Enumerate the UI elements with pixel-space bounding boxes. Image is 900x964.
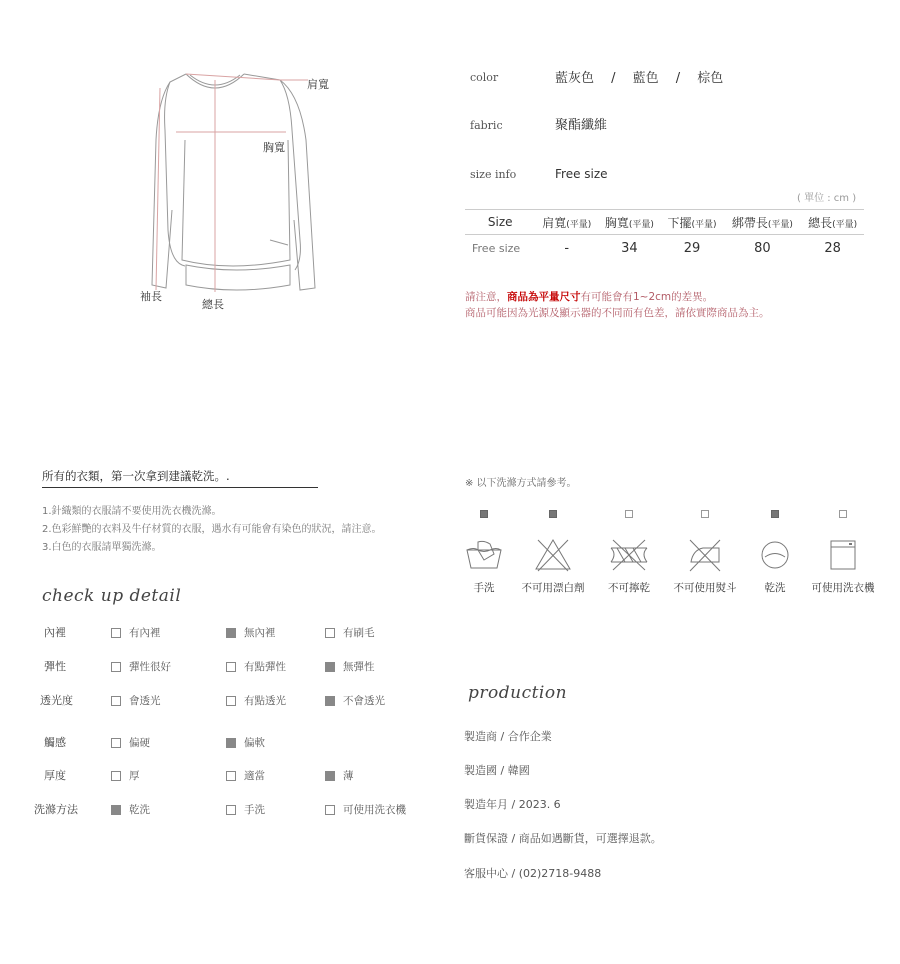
detail-option-label: 乾洗 <box>129 804 150 816</box>
unchecked-box-icon[interactable] <box>325 805 335 815</box>
production-title: production <box>468 683 568 703</box>
laundry-label: 手洗 <box>473 582 495 594</box>
unchecked-indicator-icon <box>839 510 847 518</box>
table-cell: 34 <box>621 240 638 256</box>
dry-clean-icon <box>755 538 795 572</box>
unchecked-indicator-icon <box>701 510 709 518</box>
table-cell: 80 <box>754 240 771 256</box>
detail-option[interactable] <box>226 659 286 674</box>
checked-indicator-icon <box>480 510 488 518</box>
detail-option[interactable] <box>111 625 161 640</box>
table-cell: - <box>564 240 570 256</box>
production-line: 製造國 / 韓國 <box>464 764 530 777</box>
detail-option-label: 偏軟 <box>244 737 265 749</box>
care-line: 2.色彩鮮艷的衣料及牛仔材質的衣服，遇水有可能會有染色的狀況，請注意。 <box>42 524 382 535</box>
detail-option-label: 不會透光 <box>343 695 385 707</box>
detail-option-label: 適當 <box>244 770 265 782</box>
check-up-detail-title: check up detail <box>42 586 182 606</box>
unchecked-box-icon[interactable] <box>111 738 121 748</box>
sleeve-length-label: 袖長 <box>140 290 162 303</box>
detail-option[interactable] <box>226 768 265 783</box>
detail-option[interactable] <box>226 735 265 750</box>
size-info-label: size info <box>470 168 517 181</box>
checked-box-icon[interactable] <box>325 771 335 781</box>
unchecked-box-icon[interactable] <box>325 628 335 638</box>
laundry-label: 不可使用熨斗 <box>673 582 737 594</box>
laundry-label: 乾洗 <box>764 582 786 594</box>
detail-option-label: 無內裡 <box>244 627 276 639</box>
table-cell: 28 <box>824 240 841 256</box>
production-line: 製造商 / 合作企業 <box>464 730 552 743</box>
unchecked-box-icon[interactable] <box>111 628 121 638</box>
size-table <box>465 209 864 261</box>
detail-row-label: 洗滌方法 <box>34 803 78 816</box>
detail-row-label: 彈性 <box>44 660 66 673</box>
no-wring-icon <box>609 538 649 572</box>
detail-option-label: 手洗 <box>244 804 265 816</box>
header-chest: 胸寬(平量) <box>598 210 661 235</box>
detail-option[interactable] <box>325 625 375 640</box>
table-cell: Free size <box>472 241 521 255</box>
detail-option[interactable] <box>226 625 276 640</box>
care-line: 1.針織類的衣服請不要使用洗衣機洗滌。 <box>42 506 222 517</box>
header-tie-length: 綁帶長(平量) <box>723 210 801 235</box>
production-line: 製造年月 / 2023. 6 <box>464 798 561 811</box>
laundry-label: 不可擰乾 <box>608 582 650 594</box>
detail-row-label: 厚度 <box>44 769 66 782</box>
long-sleeve-top-sketch <box>130 60 330 320</box>
header-shoulder: 肩寬(平量) <box>535 210 598 235</box>
chest-width-label: 胸寬 <box>263 141 285 154</box>
fabric-value: 聚酯纖維 <box>555 118 608 133</box>
detail-option-label: 無彈性 <box>343 661 375 673</box>
detail-row-label: 內裡 <box>44 626 66 639</box>
production-line: 客服中心 / (02)2718-9488 <box>464 867 602 880</box>
wash-note: ※ 以下洗滌方式請參考。 <box>465 478 577 489</box>
detail-option[interactable] <box>111 802 150 817</box>
detail-option[interactable] <box>325 659 375 674</box>
checked-indicator-icon <box>771 510 779 518</box>
care-heading: 所有的衣類，第一次拿到建議乾洗。. <box>42 468 318 488</box>
detail-option-label: 有點彈性 <box>244 661 286 673</box>
unchecked-box-icon[interactable] <box>226 771 236 781</box>
no-bleach-icon <box>533 538 573 572</box>
fabric-label: fabric <box>470 119 503 132</box>
checked-box-icon[interactable] <box>226 738 236 748</box>
checked-box-icon[interactable] <box>226 628 236 638</box>
header-total-length: 總長(平量) <box>801 210 864 235</box>
detail-option-label: 厚 <box>129 770 140 782</box>
detail-option[interactable] <box>226 693 286 708</box>
size-table-header <box>465 210 864 235</box>
no-iron-icon <box>685 538 725 572</box>
detail-option[interactable] <box>325 693 385 708</box>
size-info-value: Free size <box>555 167 608 181</box>
checked-indicator-icon <box>549 510 557 518</box>
detail-option-label: 有內裡 <box>129 627 161 639</box>
unchecked-box-icon[interactable] <box>226 696 236 706</box>
notice-line-1: 請注意，商品為平量尺寸有可能會有1~2cm的差異。 <box>465 291 714 303</box>
care-line: 3.白色的衣服請單獨洗滌。 <box>42 542 162 553</box>
color-value: 藍灰色 / 藍色 / 棕色 <box>555 71 724 86</box>
laundry-label: 不可用漂白劑 <box>521 582 585 594</box>
detail-option-label: 可使用洗衣機 <box>343 804 406 816</box>
detail-option[interactable] <box>325 802 406 817</box>
production-line: 斷貨保證 / 商品如遇斷貨，可選擇退款。 <box>464 832 662 845</box>
unchecked-box-icon[interactable] <box>226 805 236 815</box>
detail-option[interactable] <box>111 659 171 674</box>
unchecked-box-icon[interactable] <box>111 771 121 781</box>
table-row <box>465 235 864 262</box>
header-hem: 下擺(平量) <box>661 210 724 235</box>
checked-box-icon[interactable] <box>325 696 335 706</box>
detail-row-label: 透光度 <box>40 694 73 707</box>
detail-option-label: 會透光 <box>129 695 161 707</box>
detail-option[interactable] <box>111 693 161 708</box>
detail-option-label: 有刷毛 <box>343 627 375 639</box>
detail-option-label: 彈性很好 <box>129 661 171 673</box>
detail-row-label: 觸感 <box>44 736 66 749</box>
laundry-label: 可使用洗衣機 <box>811 582 875 594</box>
checked-box-icon[interactable] <box>325 662 335 672</box>
detail-option[interactable] <box>226 802 265 817</box>
color-label: color <box>470 71 499 84</box>
garment-diagram <box>130 60 330 320</box>
total-length-label: 總長 <box>202 298 224 311</box>
shoulder-width-label: 肩寬 <box>307 78 329 91</box>
washing-machine-icon <box>823 538 863 572</box>
unchecked-box-icon[interactable] <box>111 662 121 672</box>
hand-wash-icon <box>464 538 504 572</box>
unit-note: ( 單位 : cm ) <box>797 193 857 204</box>
detail-option[interactable] <box>325 768 354 783</box>
header-size: Size <box>465 210 535 235</box>
detail-option[interactable] <box>111 768 140 783</box>
table-cell: 29 <box>683 240 701 256</box>
unchecked-box-icon[interactable] <box>226 662 236 672</box>
checked-box-icon[interactable] <box>111 805 121 815</box>
detail-option-label: 偏硬 <box>129 737 150 749</box>
notice-line-2: 商品可能因為光源及顯示器的不同而有色差，請依實際商品為主。 <box>465 307 770 319</box>
unchecked-box-icon[interactable] <box>111 696 121 706</box>
detail-option[interactable] <box>111 735 150 750</box>
detail-option-label: 有點透光 <box>244 695 286 707</box>
detail-option-label: 薄 <box>343 770 354 782</box>
unchecked-indicator-icon <box>625 510 633 518</box>
